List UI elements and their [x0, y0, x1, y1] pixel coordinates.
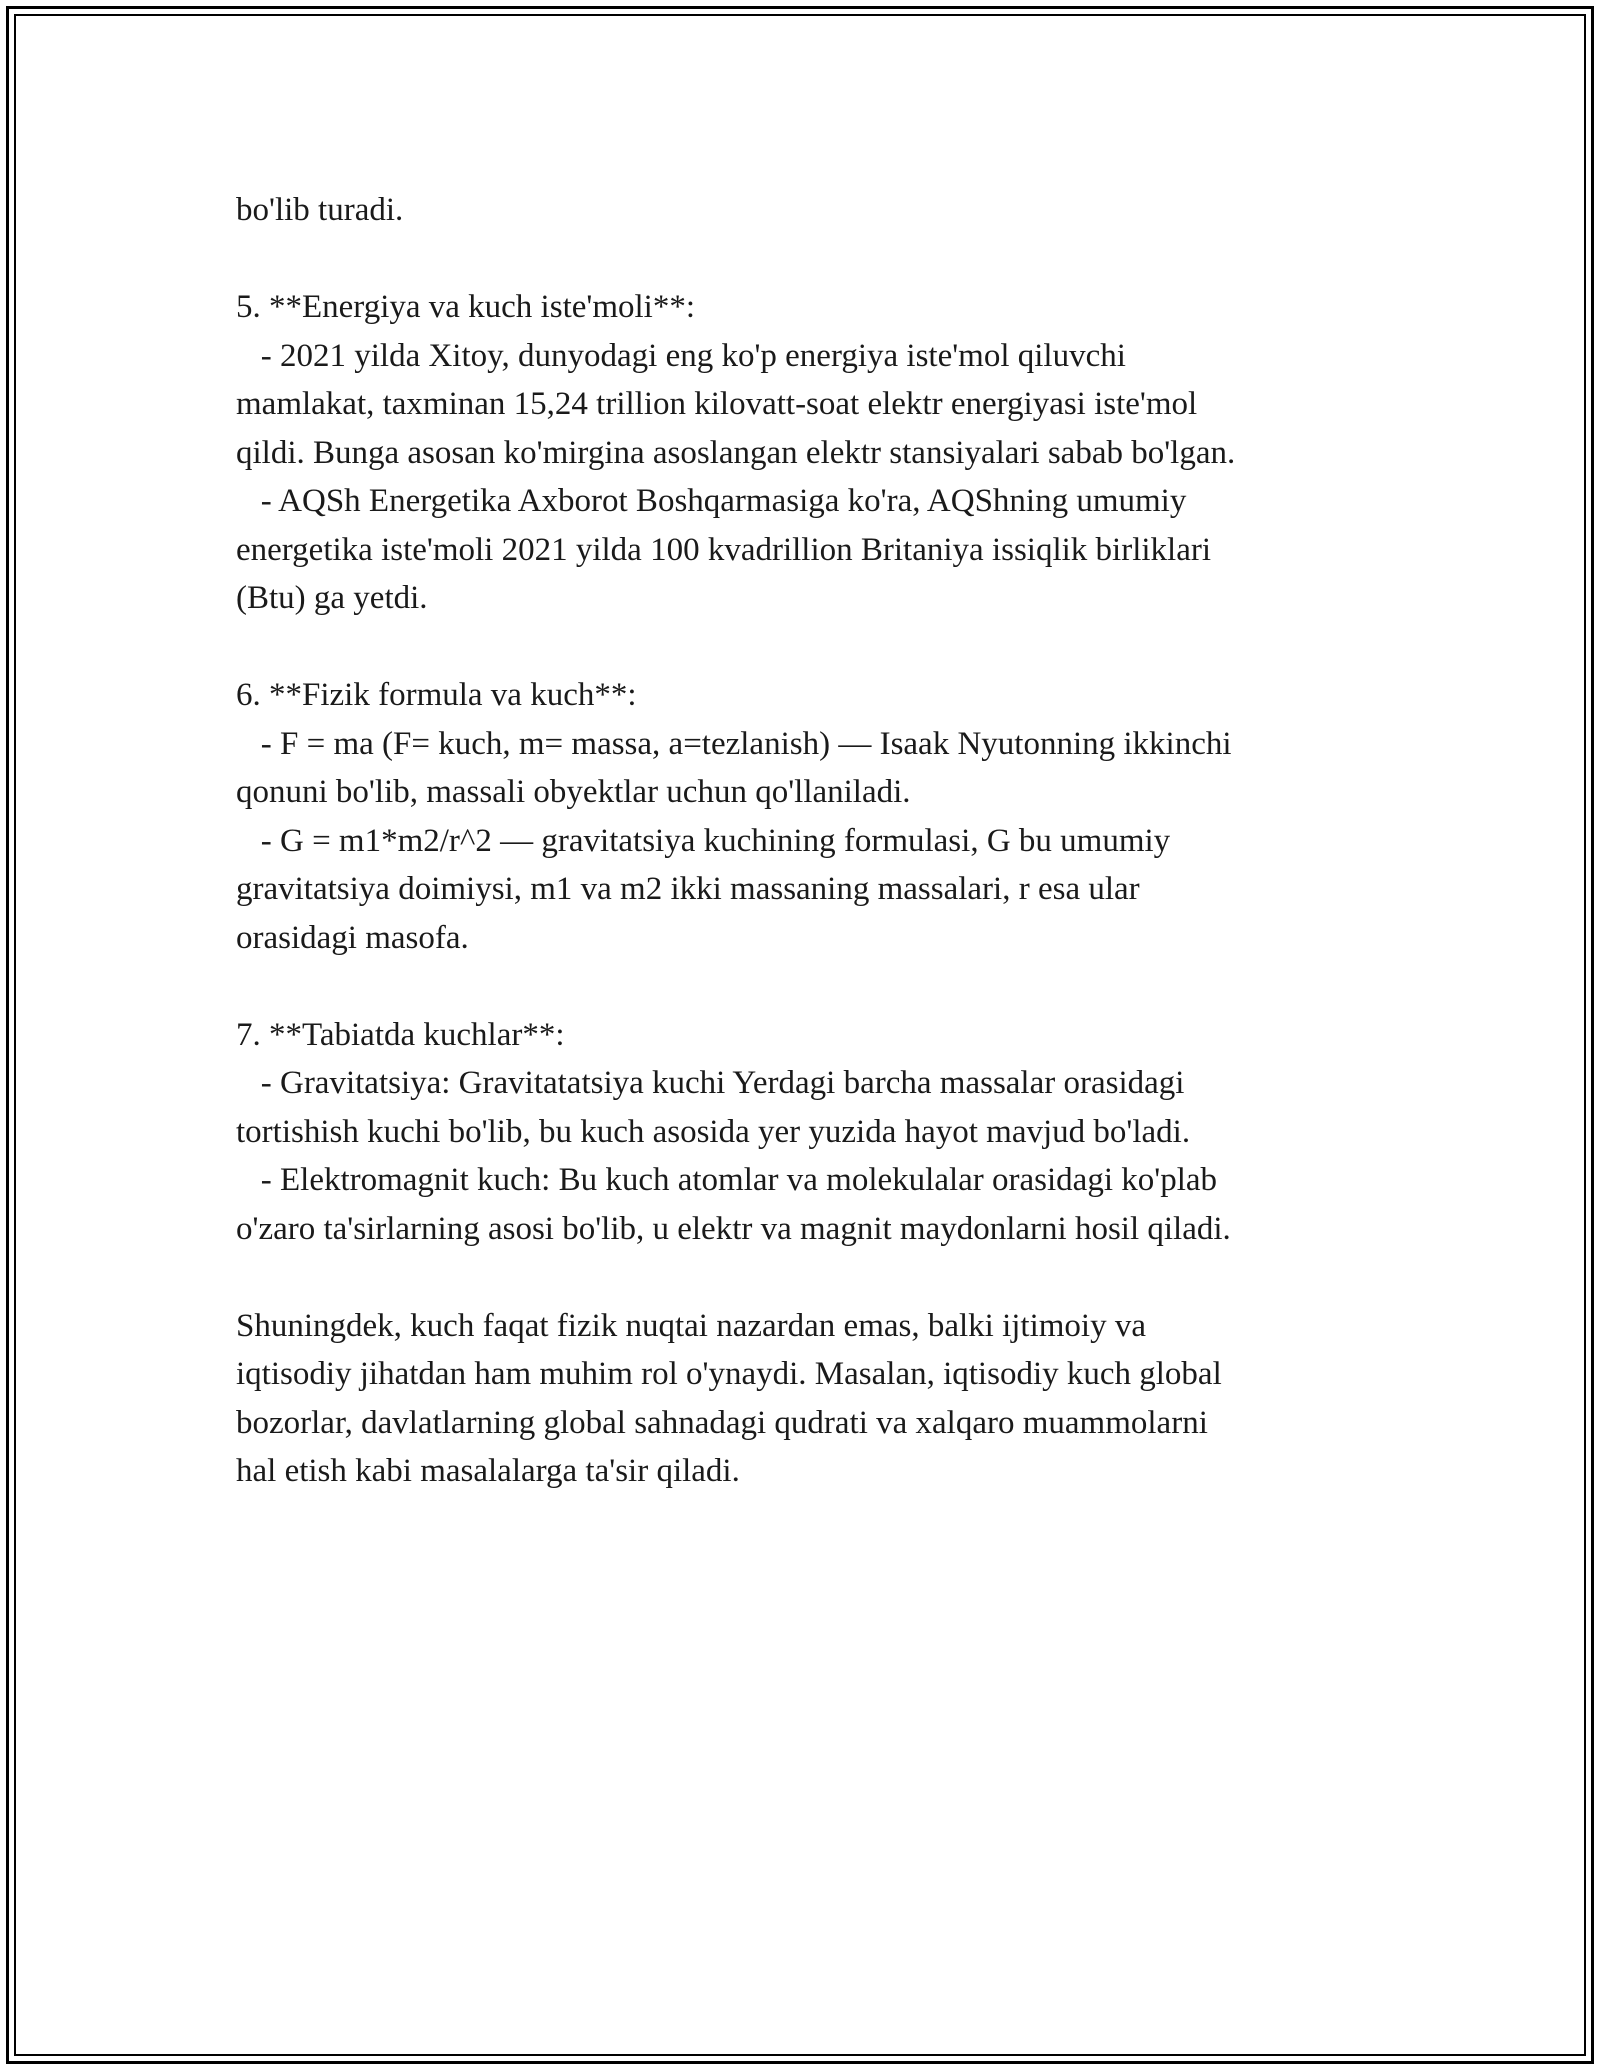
blank-line — [236, 235, 1396, 284]
text-line: energetika iste'moli 2021 yilda 100 kvadrillion Britaniya issiqlik birliklari — [236, 531, 1212, 568]
text-line: mamlakat, taxminan 15,24 trillion kilovatt-soat elektr energiyasi iste'mol — [236, 386, 1198, 422]
section-heading: 6. **Fizik formula va kuch**: — [236, 677, 637, 713]
text-line: - G = m1*m2/r^2 — gravitatsiya kuchining formulasi, G bu umumiy — [236, 822, 1171, 859]
text-line: - 2021 yilda Xitoy, dunyodagi eng ko'p energiya iste'mol qiluvchi — [236, 337, 1126, 374]
section-heading: 5. **Energiya va kuch iste'moli**: — [236, 289, 696, 325]
document-body — [236, 186, 1396, 1496]
blank-line — [236, 1253, 1396, 1302]
text-line: qonuni bo'lib, massali obyektlar uchun qo'llaniladi. — [236, 774, 911, 810]
text-line: (Btu) ga yetdi. — [236, 580, 428, 616]
text-line: bo'lib turadi. — [236, 192, 404, 228]
text-line: Shuningdek, kuch faqat fizik nuqtai nazardan emas, balki ijtimoiy va — [236, 1307, 1146, 1344]
text-line: iqtisodiy jihatdan ham muhim rol o'ynaydi. Masalan, iqtisodiy kuch global — [236, 1356, 1222, 1392]
text-line: qildi. Bunga asosan ko'mirgina asoslangan elektr stansiyalari sabab bo'lgan. — [236, 434, 1236, 471]
text-line: hal etish kabi masalalarga ta'sir qiladi. — [236, 1453, 740, 1489]
text-line: - Elektromagnit kuch: Bu kuch atomlar va molekulalar orasidagi ko'plab — [236, 1162, 1218, 1198]
blank-line — [236, 962, 1396, 1011]
section-heading: 7. **Tabiatda kuchlar**: — [236, 1016, 565, 1053]
text-line: - AQSh Energetika Axborot Boshqarmasiga ko'ra, AQShning umumiy — [236, 483, 1187, 519]
text-line: - Gravitatsiya: Gravitatatsiya kuchi Yerdagi barcha massalar orasidagi — [236, 1065, 1185, 1101]
text-line: o'zaro ta'sirlarning asosi bo'lib, u elektr va magnit maydonlarni hosil qiladi. — [236, 1210, 1231, 1247]
text-line: gravitatsiya doimiysi, m1 va m2 ikki massaning massalari, r esa ular — [236, 871, 1140, 907]
text-line: bozorlar, davlatlarning global sahnadagi qudrati va xalqaro muammolarni — [236, 1404, 1208, 1441]
text-line: - F = ma (F= kuch, m= massa, a=tezlanish) — Isaak Nyutonning ikkinchi — [236, 725, 1232, 762]
text-line: orasidagi masofa. — [236, 919, 469, 956]
text-line: tortishish kuchi bo'lib, bu kuch asosida yer yuzida hayot mavjud bo'ladi. — [236, 1113, 1191, 1150]
blank-line — [236, 623, 1396, 672]
